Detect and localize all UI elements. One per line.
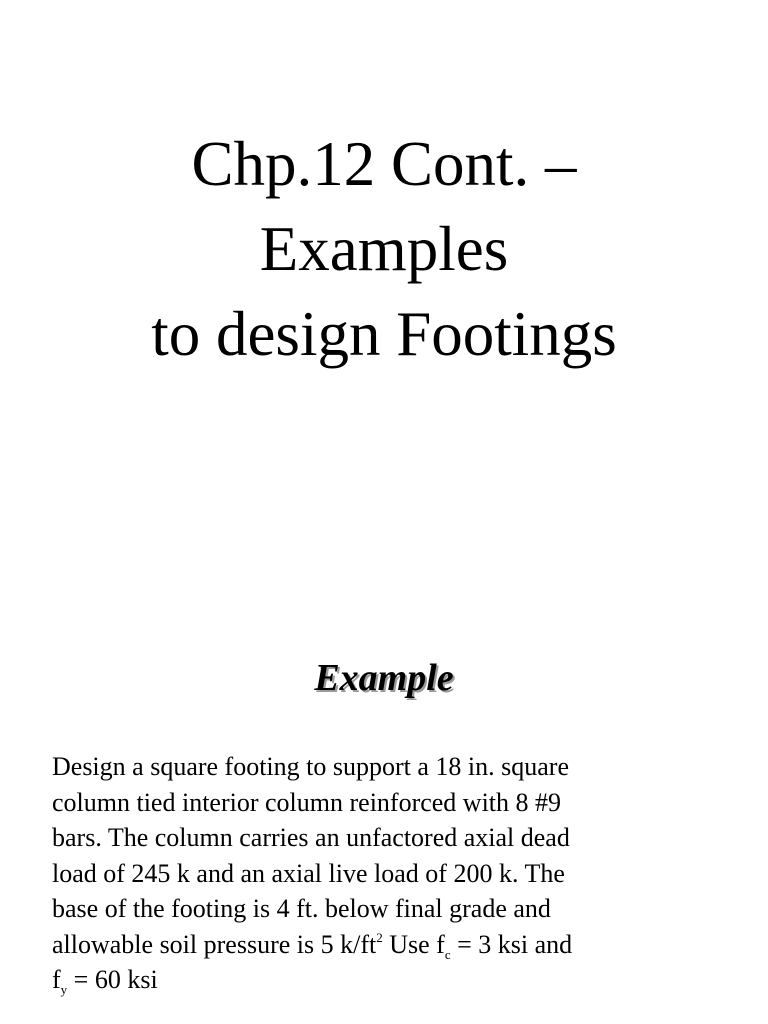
title-line-2: Examples [259,214,509,284]
soil-pressure-text: allowable soil pressure is 5 k/ft [52,929,377,959]
problem-line-4: load of 245 k and an axial live load of 200 k. The [52,858,565,888]
squared-superscript: 2 [376,929,383,945]
title-line-1: Chp.12 Cont. – [191,129,577,199]
fy-value-text: = 60 ksi [67,965,158,994]
problem-line-7 [52,962,752,998]
title-line-3: to design Footings [151,299,617,369]
fc-subscript: c [444,946,451,962]
problem-statement [52,749,752,998]
fy-subscript: y [60,982,68,997]
example-heading: Example [314,657,454,699]
use-fc-text: Use f [382,929,445,959]
fc-value-text: = 3 ksi and [450,929,573,959]
problem-line-2: column tied interior column reinforced with 8 #9 [52,787,562,817]
problem-line-5: base of the footing is 4 ft. below final grade and [52,894,551,923]
slide-title [0,122,768,377]
problem-line-3: bars. The column carries an unfactored axial dead [52,823,570,852]
problem-line-1: Design a square footing to support a 18 in. square [52,752,570,781]
problem-line-6 [52,927,752,963]
fy-symbol: f [52,965,61,994]
